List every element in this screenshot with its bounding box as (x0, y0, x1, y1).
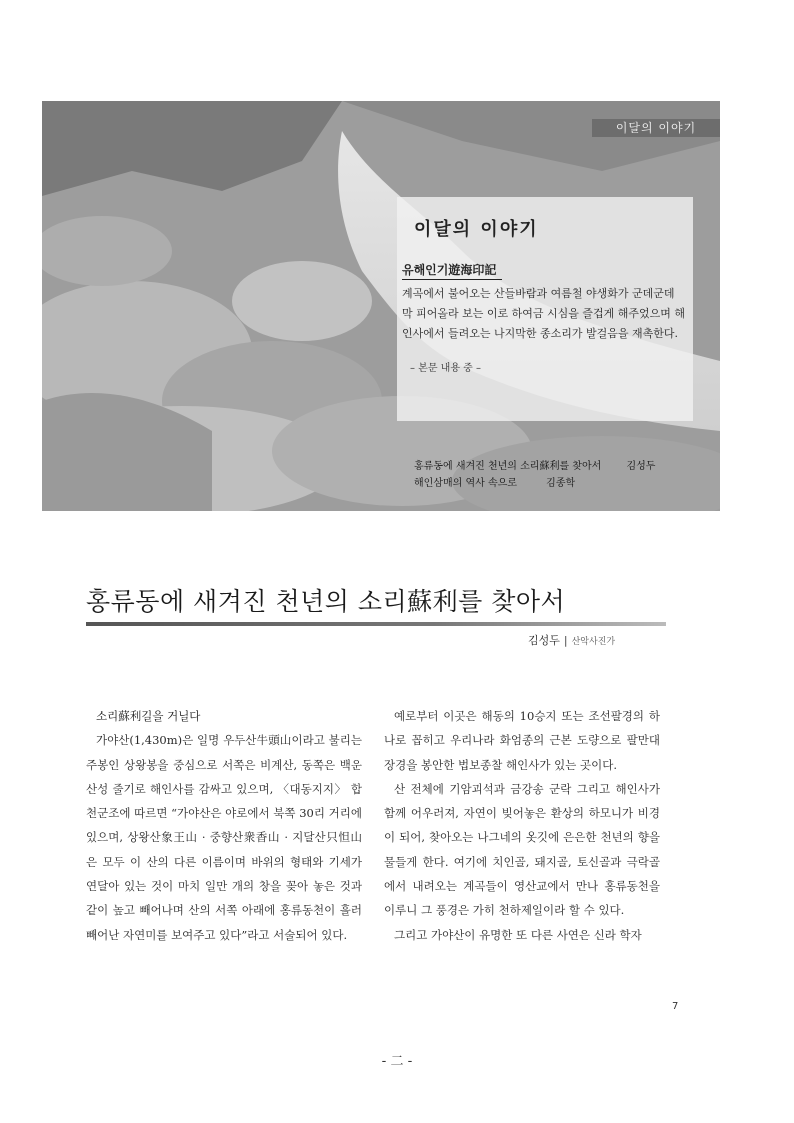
hero-photo (42, 101, 720, 511)
left-column (86, 704, 362, 947)
body-paragraph: 그리고 가야산이 유명한 또 다른 사연은 신라 학자 (394, 927, 642, 942)
byline-separator: | (563, 634, 568, 647)
article-title: 홍류동에 새겨진 천년의 소리蘇利를 찾아서 (86, 587, 566, 616)
hero-subtitle: 유해인기遊海印記 (402, 261, 502, 280)
section-tab: 이달의 이야기 (592, 119, 720, 137)
body-paragraph: 가야산(1,430m)은 일명 우두산牛頭山이라고 불리는 주봉인 상왕봉을 중심으로 서쪽은 비계산, 동쪽은 백운산성 줄기로 해인사를 감싸고 있으며, 〈대동지지〉 합천군조에 따르면 “가야산은 야로에서 북쪽 30리 거리에 있으며, 상왕산象王山 · 중향산衆香山 · 지달산只怛山은 모두 이 산의 다른 이름이며 바위의 형태와 기세가 연달아 있는 것이 마치 일만 개의 창을 꽂아 놓은 것과 같이 높고 빼어나며 산의 서쪽 아래에 홍류동천이 흘러 빼어난 자연미를 보여주고 있다”라고 서술되어 있다. (86, 733, 362, 942)
footer-mark: - 二 - (381, 1054, 413, 1069)
toc-item (414, 474, 655, 491)
toc-item-title: 홍류동에 새겨진 천년의 소리蘇利를 찾아서 (414, 461, 602, 472)
section-heading: 소리蘇利길을 거닐다 (96, 709, 201, 723)
page-number: 7 (672, 1001, 679, 1012)
toc-item (414, 457, 655, 474)
toc-item-title: 해인삼매의 역사 속으로 (414, 478, 517, 489)
author-name: 김성두 (528, 634, 560, 647)
hero-excerpt: 계곡에서 불어오는 산들바람과 여름철 야생화가 군데군데 막 피어올라 보는 이로 하여금 시심을 즐겁게 해주었으며 해인사에서 들려오는 나지막한 종소리가 발걸음을 재촉한다. (402, 287, 685, 340)
toc-item-author: 김종학 (546, 478, 576, 489)
hero-excerpt-note: – 본문 내용 중 – (410, 363, 482, 374)
body-paragraph: 예로부터 이곳은 해동의 10승지 또는 조선팔경의 하나로 꼽히고 우리나라 화엄종의 근본 도량으로 팔만대장경을 봉안한 법보종찰 해인사가 있는 곳이다. (384, 709, 660, 772)
toc-item-author: 김성두 (626, 461, 656, 472)
table-of-contents (414, 457, 655, 491)
right-column (384, 704, 660, 947)
hero-title: 이달의 이야기 (414, 219, 539, 240)
title-rule (86, 622, 666, 626)
author-role: 산악사진가 (571, 637, 616, 647)
body-paragraph: 산 전체에 기암괴석과 금강송 군락 그리고 해인사가 함께 어우러져, 자연이 빚어놓은 환상의 하모니가 비경이 되어, 찾아오는 나그네의 옷깃에 은은한 천년의 향을 물들게 한다. 여기에 치인골, 돼지골, 토신골과 극락골에서 내려오는 계곡들이 영산교에서 만나 홍류동천을 이루니 그 풍경은 가히 천하제일이라 할 수 있다. (384, 781, 660, 918)
byline (528, 632, 615, 648)
